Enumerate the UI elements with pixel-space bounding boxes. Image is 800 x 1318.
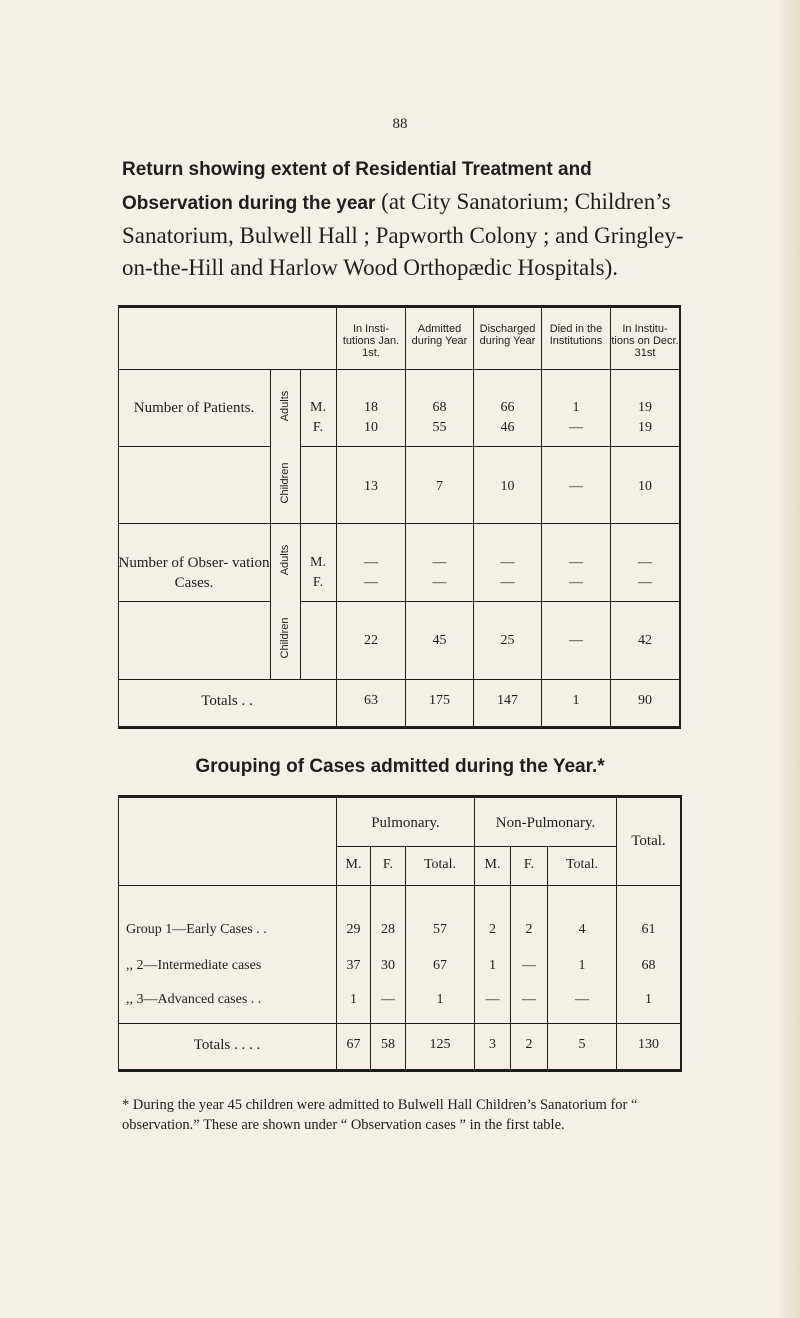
sub-header: M. (345, 857, 362, 872)
total-cell: 58 (381, 1037, 395, 1052)
sub-header: F. (382, 857, 394, 872)
cell: — (575, 992, 589, 1007)
cell: — (432, 555, 447, 570)
side-label-adults: Adults (279, 544, 291, 576)
group-header-pulmonary: Pulmonary. (371, 815, 440, 831)
cell: 2 (525, 922, 533, 937)
cell: 66 (500, 400, 515, 415)
cell: 10 (364, 420, 378, 435)
cell: — (364, 555, 378, 570)
group-header-non-pulmonary: Non-Pulmonary. (495, 815, 596, 831)
cell: 57 (433, 922, 447, 937)
cell: — (569, 420, 583, 435)
total-cell: 130 (638, 1037, 659, 1052)
total-cell: 125 (429, 1037, 451, 1052)
heading-rest: (at City Sanatorium; Children’s Sanatorium, Bulwell Hall ; Papworth Colony ; and Gringley-on-the-Hill and Harlow Wood Orthopædic Hospitals). (122, 189, 684, 280)
total-cell: 67 (346, 1037, 361, 1052)
cell: 1 (489, 958, 496, 973)
cell: 45 (432, 633, 447, 648)
cell: 55 (432, 420, 447, 435)
cell: — (569, 575, 583, 590)
sex-label-f: F. (312, 420, 324, 435)
sub-header: Total. (423, 857, 457, 872)
row-label: Group 1—Early Cases . . (126, 922, 267, 937)
cell: 19 (638, 400, 652, 415)
row-label-totals: Totals . . (201, 693, 253, 709)
total-cell: 147 (497, 693, 518, 708)
total-cell: 3 (489, 1037, 496, 1052)
cell: — (569, 479, 583, 494)
cell: 1 (436, 992, 444, 1007)
page-number: 88 (392, 116, 408, 132)
row-label: ,, 3—Advanced cases . . (126, 992, 262, 1007)
sub-header: Total. (565, 857, 599, 872)
cell: — (381, 992, 395, 1007)
cell: 13 (364, 479, 378, 494)
totals-label: Totals . . . . (193, 1037, 261, 1053)
cell: — (500, 555, 515, 570)
row-label-observation: Number of Obser- vation Cases. (118, 555, 270, 591)
cell: 61 (641, 922, 656, 937)
group-header-total: Total. (631, 833, 666, 849)
sub-header: F. (523, 857, 535, 872)
col-header-dec: In Institu- tions on Decr. 31st (611, 323, 679, 359)
cell: — (569, 633, 583, 648)
cell: — (485, 992, 500, 1007)
cell: 2 (489, 922, 496, 937)
cell: — (638, 555, 652, 570)
heading-bold: Return showing extent of Residential Treatment and Observation during the year (122, 159, 592, 214)
cell: — (500, 575, 515, 590)
cell: 18 (364, 400, 378, 415)
cell: 1 (645, 992, 652, 1007)
cell: — (432, 575, 447, 590)
side-label-children: Children (279, 617, 291, 659)
cell: — (569, 555, 583, 570)
sub-header: M. (484, 857, 501, 872)
col-header-died: Died in the Institutions (549, 323, 603, 347)
col-header-jan: In Insti- tutions Jan. 1st. (342, 323, 400, 359)
row-label: ,, 2—Intermediate cases (126, 958, 262, 973)
cell: 68 (641, 958, 656, 973)
cell: 42 (638, 633, 652, 648)
cell: 4 (578, 922, 586, 937)
cell: 10 (500, 479, 515, 494)
cell: 19 (638, 420, 652, 435)
total-cell: 1 (572, 693, 580, 708)
total-cell: 63 (364, 693, 378, 708)
cell: — (522, 992, 536, 1007)
total-cell: 175 (429, 693, 450, 708)
side-label-children: Children (279, 462, 291, 504)
total-cell: 2 (525, 1037, 533, 1052)
page-edge-shadow (780, 0, 800, 1318)
side-label-adults: Adults (279, 390, 291, 422)
cell: 1 (572, 400, 580, 415)
cell: 30 (381, 958, 395, 973)
cell: 46 (500, 420, 515, 435)
cell: 37 (346, 958, 361, 973)
cell: 28 (381, 922, 395, 937)
sex-label-f: F. (312, 575, 324, 590)
page-heading (122, 152, 702, 284)
sex-label-m: M. (310, 555, 326, 570)
cell: 67 (433, 958, 447, 973)
sex-label-m: M. (310, 400, 326, 415)
total-cell: 5 (578, 1037, 586, 1052)
cell: — (522, 958, 536, 973)
cell: 7 (436, 479, 443, 494)
cell: 25 (500, 633, 515, 648)
cell: 1 (578, 958, 586, 973)
cell: — (364, 575, 378, 590)
grouping-title: Grouping of Cases admitted during the Year.* (195, 756, 605, 777)
cell: 29 (346, 922, 361, 937)
col-header-discharged: Discharged during Year (479, 323, 536, 347)
cell: 1 (350, 992, 357, 1007)
cell: 10 (638, 479, 652, 494)
col-header-admitted: Admitted during Year (411, 323, 468, 347)
cell: 22 (364, 633, 378, 648)
total-cell: 90 (638, 693, 652, 708)
row-label-patients: Number of Patients. (133, 400, 255, 416)
cell: 68 (432, 400, 447, 415)
cell: — (638, 575, 652, 590)
footnote: * During the year 45 children were admitted to Bulwell Hall Children’s Sanatorium for “ observation.” These are shown under “ Observation cases ” in the first table. (122, 1097, 638, 1133)
